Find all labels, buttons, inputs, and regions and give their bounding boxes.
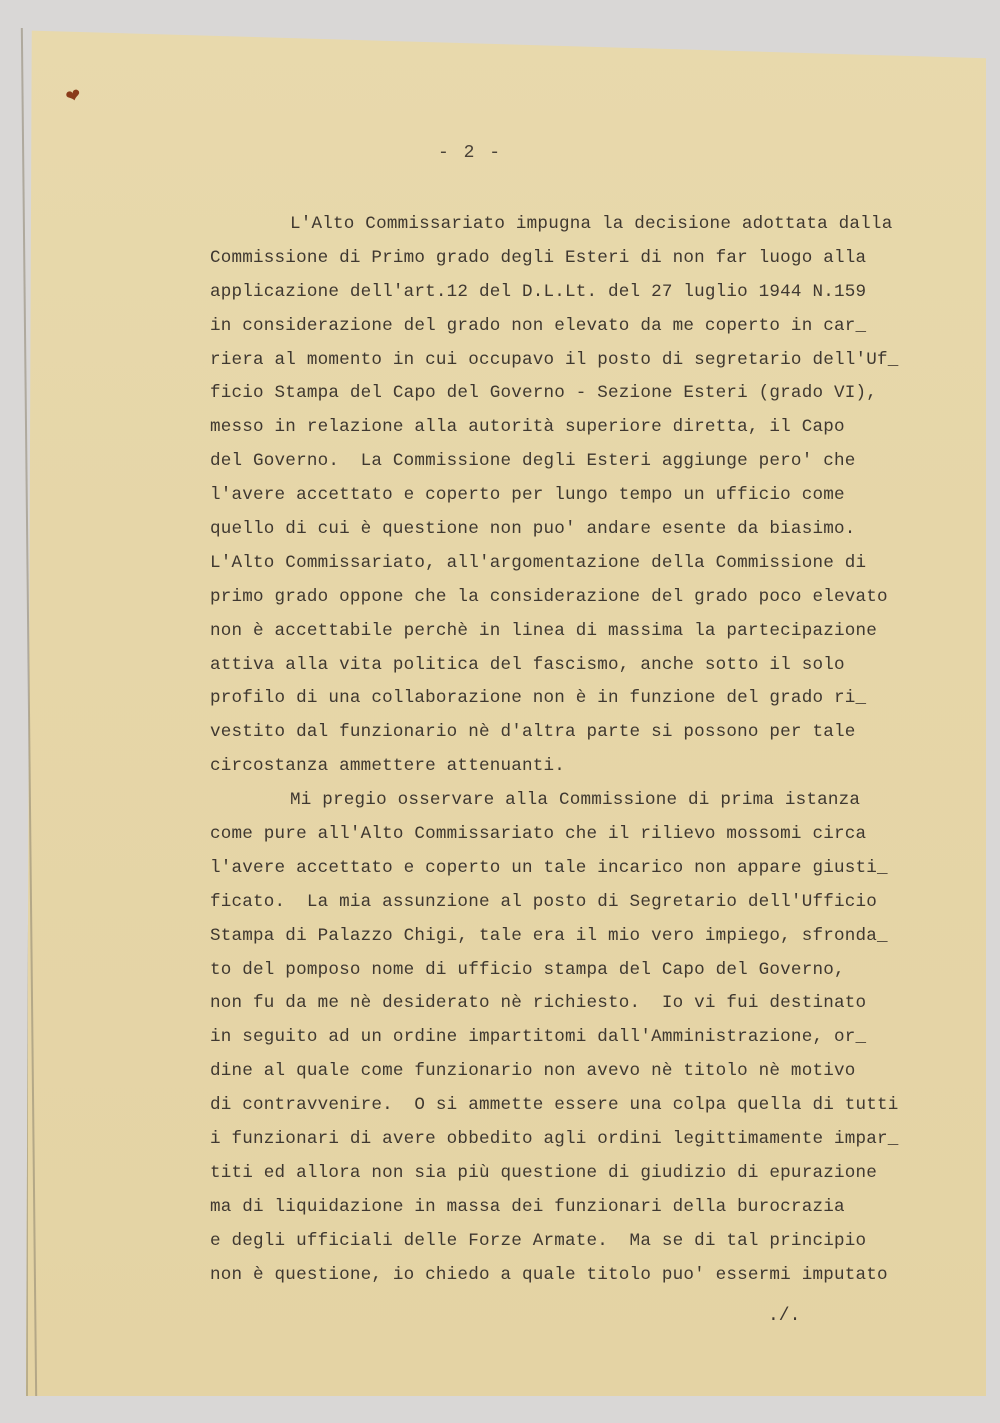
text-line: l'avere accettato e coperto un tale incarico non appare giusti_ [210,857,888,878]
text-line: Commissione di Primo grado degli Esteri di non far luogo alla [210,247,867,268]
text-line: riera al momento in cui occupavo il posto di segretario dell'Uf_ [210,349,899,370]
page-number: - 2 - [438,143,503,163]
text-line: quello di cui è questione non puo' andare esente da biasimo. [210,519,856,540]
text-line: come pure all'Alto Commissariato che il rilievo mossomi circa [210,824,867,845]
text-line: circostanza ammettere attenuanti. [210,756,566,777]
document-body [210,208,980,1293]
text-line: dine al quale come funzionario non avevo nè titolo nè motivo [210,1061,856,1082]
text-line: L'Alto Commissariato, all'argomentazione della Commissione di [210,552,867,573]
text-line: messo in relazione alla autorità superiore diretta, il Capo [210,417,845,438]
paragraph-first-line: Mi pregio osservare alla Commissione di prima istanza [290,790,861,811]
text-line: e degli ufficiali delle Forze Armate. Ma se di tal principio [210,1230,867,1251]
text-line: di contravvenire. O si ammette essere una colpa quella di tutti [210,1095,899,1116]
text-line: non è accettabile perchè in linea di massima la partecipazione [210,620,877,641]
text-line: profilo di una collaborazione non è in funzione del grado ri_ [210,688,867,709]
ink-stain-mark: ❤ [63,84,84,109]
text-line: ficato. La mia assunzione al posto di Segretario dell'Ufficio [210,891,877,912]
text-line: i funzionari di avere obbedito agli ordini legittimamente impar_ [210,1129,899,1150]
paragraph-first-line: L'Alto Commissariato impugna la decisione adottata dalla [290,214,893,234]
text-line: vestito dal funzionario nè d'altra parte si possono per tale [210,722,856,743]
text-line: ma di liquidazione in massa dei funzionari della burocrazia [210,1196,845,1217]
text-line: Stampa di Palazzo Chigi, tale era il mio vero impiego, sfronda_ [210,925,888,946]
text-line: applicazione dell'art.12 del D.L.Lt. del 27 luglio 1944 N.159 [210,281,867,302]
text-line: non è questione, io chiedo a quale titolo puo' essermi imputato [210,1264,888,1285]
text-line: to del pomposo nome di ufficio stampa del Capo del Governo, [210,959,845,980]
text-line: in seguito ad un ordine impartitomi dall'Amministrazione, or_ [210,1027,867,1048]
text-line: non fu da me nè desiderato nè richiesto. Io vi fui destinato [210,993,867,1014]
text-line: del Governo. La Commissione degli Esteri aggiunge pero' che [210,451,856,472]
text-line: ficio Stampa del Capo del Governo - Sezione Esteri (grado VI), [210,383,877,404]
text-line: primo grado oppone che la considerazione del grado poco elevato [210,586,888,607]
text-line: l'avere accettato e coperto per lungo tempo un ufficio come [210,485,845,506]
text-line: attiva alla vita politica del fascismo, anche sotto il solo [210,654,845,675]
text-line: titi ed allora non sia più questione di giudizio di epurazione [210,1162,877,1183]
continuation-mark: ./. [768,1306,801,1326]
text-line: in considerazione del grado non elevato da me coperto in car_ [210,315,867,336]
